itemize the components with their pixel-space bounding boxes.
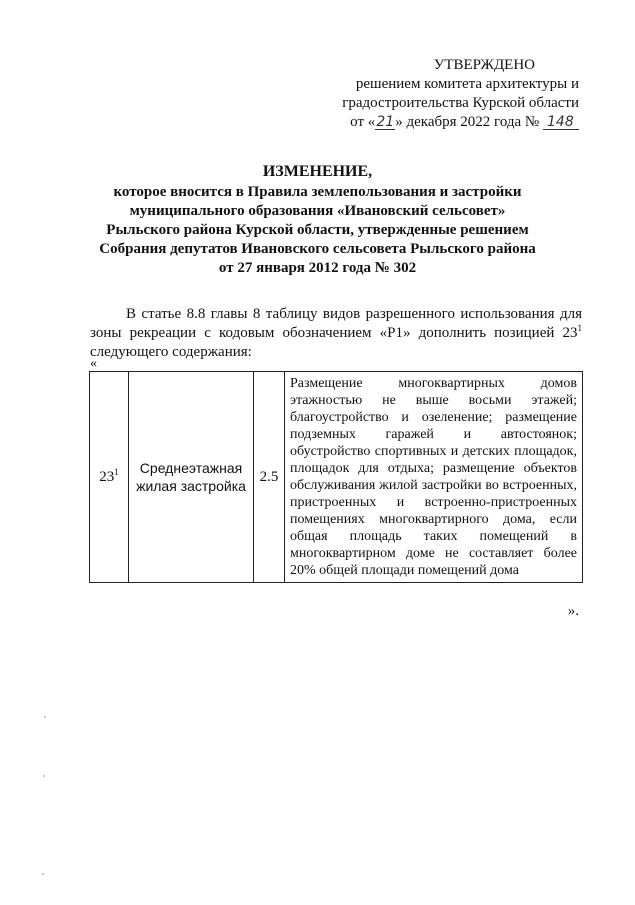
approval-line-1: решением комитета архитектуры и bbox=[355, 76, 579, 92]
date-middle: » декабря 2022 года № bbox=[395, 114, 540, 130]
use-name-cell: Среднеэтажная жилая застройка bbox=[129, 372, 254, 583]
scan-speck bbox=[44, 716, 46, 718]
table-row bbox=[90, 372, 583, 583]
approval-date-line bbox=[319, 113, 579, 132]
body-text: В статье 8.8 главы 8 таблицу видов разрешенного использования для зоны рекреации с кодовым обозначением «Р1» дополнить позицией 23 bbox=[90, 306, 582, 341]
document-title bbox=[40, 162, 595, 278]
close-quote: ». bbox=[567, 603, 579, 619]
row-number-cell bbox=[90, 372, 129, 583]
permitted-use-table bbox=[89, 371, 583, 583]
title-line: Рыльского района Курской области, утвержденные решением bbox=[106, 222, 529, 238]
handwritten-day: 21 bbox=[376, 114, 395, 130]
use-description-cell: Размещение многоквартирных домов этажностью не выше восьми этажей; благоустройство и озеленение; размещение подземных гаражей и автостоянок; обустройство спортивных и детских площадок, площадок для отдыха; размещение объектов обслуживания жилой застройки во встроенных, пристроенных и встроенно-пристроенных помещениях многоквартирного дома, если общая площадь таких помещений в многоквартирном доме не составляет более 20% общей площади помещений дома bbox=[285, 372, 583, 583]
title-line: муниципального образования «Ивановский сельсовет» bbox=[129, 203, 506, 219]
title-main: ИЗМЕНЕНИЕ, bbox=[262, 163, 373, 180]
handwritten-number: 148 bbox=[543, 115, 579, 130]
body-text-superscript: 1 bbox=[577, 323, 582, 333]
title-line: Собрания депутатов Ивановского сельсовета Рыльского района bbox=[99, 241, 536, 257]
title-line: от 27 января 2012 года № 302 bbox=[218, 260, 417, 276]
approval-heading: УТВЕРЖДЕНО bbox=[433, 57, 535, 73]
title-line: которое вносится в Правила землепользования и застройки bbox=[113, 184, 522, 200]
body-text-end: следующего содержания: bbox=[90, 344, 252, 360]
use-code-cell: 2.5 bbox=[254, 372, 285, 583]
row-number: 23 bbox=[99, 468, 115, 485]
scan-speck bbox=[42, 873, 44, 875]
row-number-superscript: 1 bbox=[114, 466, 119, 477]
body-paragraph bbox=[90, 305, 582, 362]
open-quote: « bbox=[90, 356, 97, 371]
approval-block bbox=[319, 56, 579, 132]
approval-line-2: градостроительства Курской области bbox=[342, 95, 579, 111]
scan-speck bbox=[43, 775, 45, 777]
date-prefix: от « bbox=[350, 114, 376, 130]
